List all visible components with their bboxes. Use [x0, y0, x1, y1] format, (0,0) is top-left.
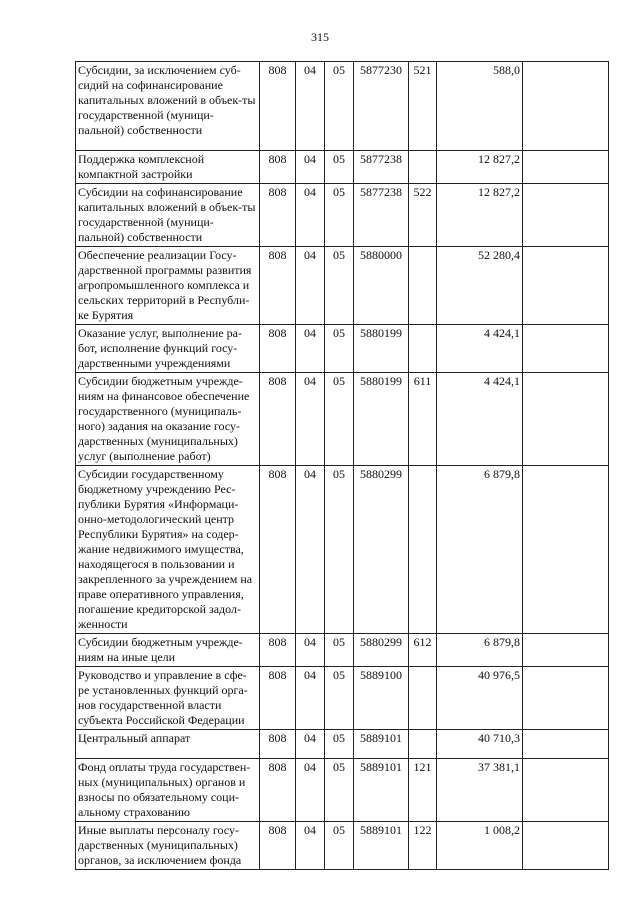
table-row	[76, 184, 609, 247]
row-extra	[523, 730, 609, 759]
row-rz-code: 04	[296, 466, 325, 634]
row-expense-type	[409, 667, 437, 730]
row-rz-code: 04	[296, 373, 325, 466]
row-extra	[523, 667, 609, 730]
row-name: Поддержка комплексной компактной застройки	[76, 151, 260, 184]
row-amount: 588,0	[437, 62, 523, 151]
row-pr-code: 05	[325, 247, 354, 325]
row-amount: 4 424,1	[437, 325, 523, 373]
row-extra	[523, 62, 609, 151]
row-pr-code: 05	[325, 667, 354, 730]
row-extra	[523, 184, 609, 247]
table-row	[76, 325, 609, 373]
row-pr-code: 05	[325, 184, 354, 247]
row-expense-type: 522	[409, 184, 437, 247]
row-name: Субсидии, за исключением суб-сидий на софинансирование капитальных вложений в объек-ты государственной (муници-пальной) собственности	[76, 62, 260, 151]
row-target-article: 5880299	[354, 634, 409, 667]
row-target-article: 5877230	[354, 62, 409, 151]
row-rz-code: 04	[296, 730, 325, 759]
row-expense-type	[409, 325, 437, 373]
budget-table	[75, 61, 609, 870]
row-name: Центральный аппарат	[76, 730, 260, 759]
row-amount: 12 827,2	[437, 184, 523, 247]
row-pr-code: 05	[325, 634, 354, 667]
page-number: 315	[311, 30, 329, 44]
row-pr-code: 05	[325, 373, 354, 466]
row-amount: 12 827,2	[437, 151, 523, 184]
row-target-article: 5880199	[354, 373, 409, 466]
row-pr-code: 05	[325, 730, 354, 759]
row-name: Субсидии государственному бюджетному учреждению Рес-публики Бурятия «Информаци-онно-методологический центр Республики Бурятия» на содер-жание недвижимого имущества, находящегося в пользовании и закрепленного за учреждением на праве оперативного управления, погашение кредиторской задол-женности	[76, 466, 260, 634]
row-expense-type: 521	[409, 62, 437, 151]
row-rz-code: 04	[296, 184, 325, 247]
row-gr-code: 808	[260, 62, 296, 151]
row-name: Оказание услуг, выполнение ра-бот, исполнение функций госу-дарственными учреждениями	[76, 325, 260, 373]
table-row	[76, 466, 609, 634]
table-row	[76, 247, 609, 325]
row-expense-type: 121	[409, 759, 437, 822]
table-row	[76, 667, 609, 730]
row-amount: 6 879,8	[437, 466, 523, 634]
row-extra	[523, 151, 609, 184]
row-amount: 4 424,1	[437, 373, 523, 466]
row-gr-code: 808	[260, 325, 296, 373]
table-row	[76, 759, 609, 822]
row-amount: 1 008,2	[437, 822, 523, 870]
row-extra	[523, 466, 609, 634]
row-expense-type	[409, 247, 437, 325]
row-rz-code: 04	[296, 247, 325, 325]
row-target-article: 5877238	[354, 151, 409, 184]
row-amount: 6 879,8	[437, 634, 523, 667]
row-rz-code: 04	[296, 325, 325, 373]
row-amount: 40 976,5	[437, 667, 523, 730]
row-target-article: 5889101	[354, 822, 409, 870]
row-name: Иные выплаты персоналу госу-дарственных (муниципальных) органов, за исключением фонда	[76, 822, 260, 870]
row-rz-code: 04	[296, 151, 325, 184]
row-target-article: 5877238	[354, 184, 409, 247]
row-target-article: 5880199	[354, 325, 409, 373]
row-expense-type: 611	[409, 373, 437, 466]
row-gr-code: 808	[260, 634, 296, 667]
row-pr-code: 05	[325, 759, 354, 822]
row-extra	[523, 634, 609, 667]
row-pr-code: 05	[325, 325, 354, 373]
row-name: Обеспечение реализации Госу-дарственной программы развития агропромышленного комплекса и сельских территорий в Республи-ке Бурятия	[76, 247, 260, 325]
row-rz-code: 04	[296, 667, 325, 730]
table-row	[76, 822, 609, 870]
row-name: Фонд оплаты труда государствен-ных (муниципальных) органов и взносы по обязательному соци-альному страхованию	[76, 759, 260, 822]
row-gr-code: 808	[260, 730, 296, 759]
row-name: Субсидии бюджетным учрежде-ниям на финансовое обеспечение государственного (муниципаль-ного) задания на оказание госу-дарственных (муниципальных) услуг (выполнение работ)	[76, 373, 260, 466]
row-amount: 37 381,1	[437, 759, 523, 822]
row-target-article: 5889101	[354, 759, 409, 822]
row-target-article: 5880000	[354, 247, 409, 325]
row-extra	[523, 247, 609, 325]
row-gr-code: 808	[260, 822, 296, 870]
row-gr-code: 808	[260, 759, 296, 822]
row-name: Субсидии бюджетным учрежде-ниям на иные цели	[76, 634, 260, 667]
row-rz-code: 04	[296, 822, 325, 870]
row-amount: 40 710,3	[437, 730, 523, 759]
row-expense-type: 612	[409, 634, 437, 667]
row-pr-code: 05	[325, 151, 354, 184]
row-target-article: 5889101	[354, 730, 409, 759]
row-expense-type	[409, 151, 437, 184]
row-amount: 52 280,4	[437, 247, 523, 325]
row-target-article: 5880299	[354, 466, 409, 634]
row-expense-type: 122	[409, 822, 437, 870]
row-pr-code: 05	[325, 822, 354, 870]
row-rz-code: 04	[296, 759, 325, 822]
row-gr-code: 808	[260, 667, 296, 730]
row-rz-code: 04	[296, 62, 325, 151]
row-extra	[523, 325, 609, 373]
table-row	[76, 151, 609, 184]
row-target-article: 5889100	[354, 667, 409, 730]
row-pr-code: 05	[325, 466, 354, 634]
row-gr-code: 808	[260, 466, 296, 634]
row-name: Руководство и управление в сфе-ре установленных функций орга-нов государственной власти субъекта Российской Федерации	[76, 667, 260, 730]
table-row	[76, 634, 609, 667]
row-name: Субсидии на софинансирование капитальных вложений в объек-ты государственной (муници-пальной) собственности	[76, 184, 260, 247]
table-row	[76, 730, 609, 759]
row-expense-type	[409, 730, 437, 759]
row-pr-code: 05	[325, 62, 354, 151]
row-extra	[523, 759, 609, 822]
row-gr-code: 808	[260, 151, 296, 184]
table-row	[76, 62, 609, 151]
row-extra	[523, 373, 609, 466]
row-extra	[523, 822, 609, 870]
row-gr-code: 808	[260, 373, 296, 466]
row-rz-code: 04	[296, 634, 325, 667]
table-row	[76, 373, 609, 466]
row-gr-code: 808	[260, 184, 296, 247]
row-gr-code: 808	[260, 247, 296, 325]
row-expense-type	[409, 466, 437, 634]
